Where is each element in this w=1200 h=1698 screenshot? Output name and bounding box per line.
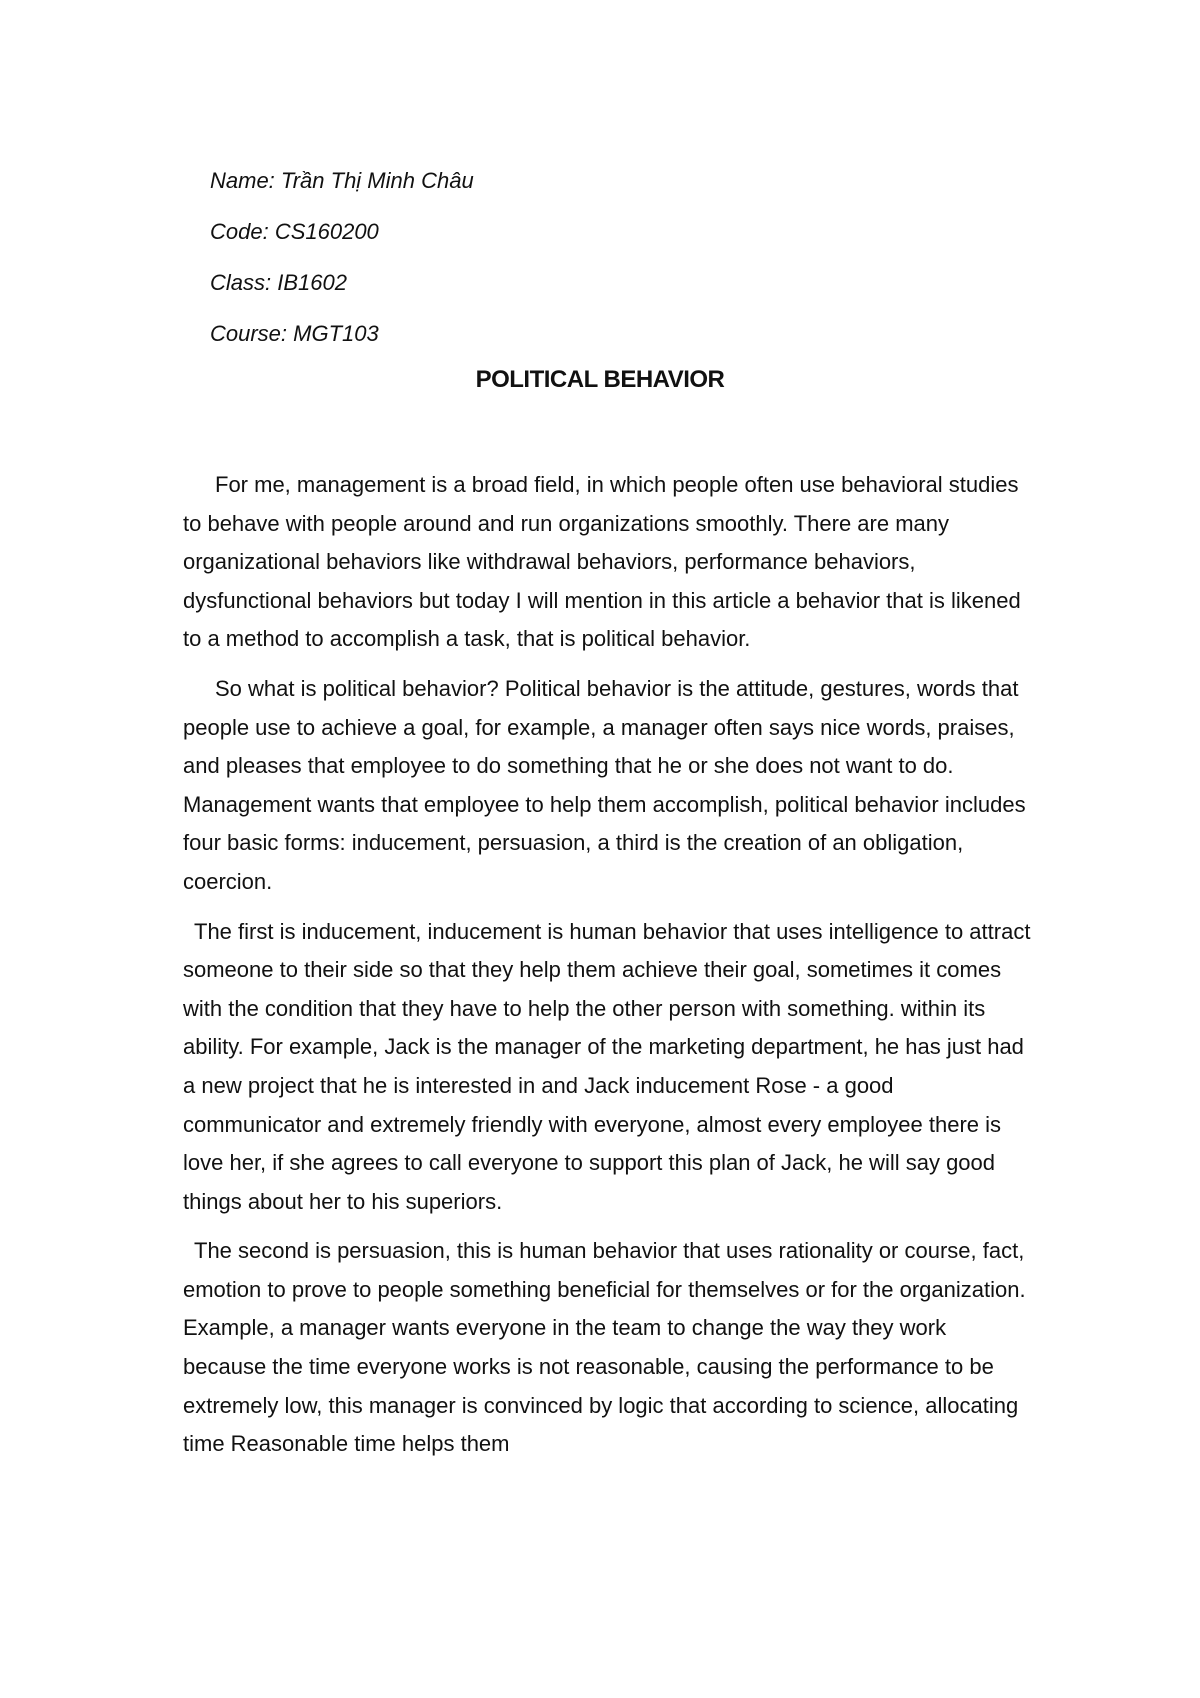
document-body [183,466,1033,1464]
document-title: POLITICAL BEHAVIOR [475,366,725,393]
paragraph-persuasion: The second is persuasion, this is human behavior that uses rationality or course, fact, emotion to prove to people something beneficial for themselves or for the organization. Example, a manager wants everyone in the team to change the way they work because the time everyone works is not reasonable, causing the performance to be extremely low, this manager is convinced by logic that according to science, allocating time Reasonable time helps them [183,1238,1026,1457]
student-code: Code: CS160200 [210,219,379,244]
paragraph-definition: So what is political behavior? Political behavior is the attitude, gestures, words that people use to achieve a goal, for example, a manager often says nice words, praises, and pleases that employee to do something that he or she does not want to do. Management wants that employee to help them accomplish, political behavior includes four basic forms: inducement, persuasion, a third is the creation of an obligation, coercion. [183,675,1026,894]
student-name: Name: Trần Thị Minh Châu [210,168,474,193]
paragraph-introduction: For me, management is a broad field, in which people often use behavioral studies to behave with people around and run organizations smoothly. There are many organizational behaviors like withdrawal behaviors, performance behaviors, dysfunctional behaviors but today I will mention in this article a behavior that is likened to a method to accomplish a task, that is political behavior. [183,472,1021,652]
student-class: Class: IB1602 [210,270,347,295]
student-info-block [210,155,474,359]
course-code: Course: MGT103 [210,321,379,346]
paragraph-inducement: The first is inducement, inducement is human behavior that uses intelligence to attract someone to their side so that they help them achieve their goal, sometimes it comes with the condition that they have to help the other person with something. within its ability. For example, Jack is the manager of the marketing department, he has just had a new project that he is interested in and Jack inducement Rose - a good communicator and extremely friendly with everyone, almost every employee there is love her, if she agrees to call everyone to support this plan of Jack, he will say good things about her to his superiors. [183,918,1031,1214]
